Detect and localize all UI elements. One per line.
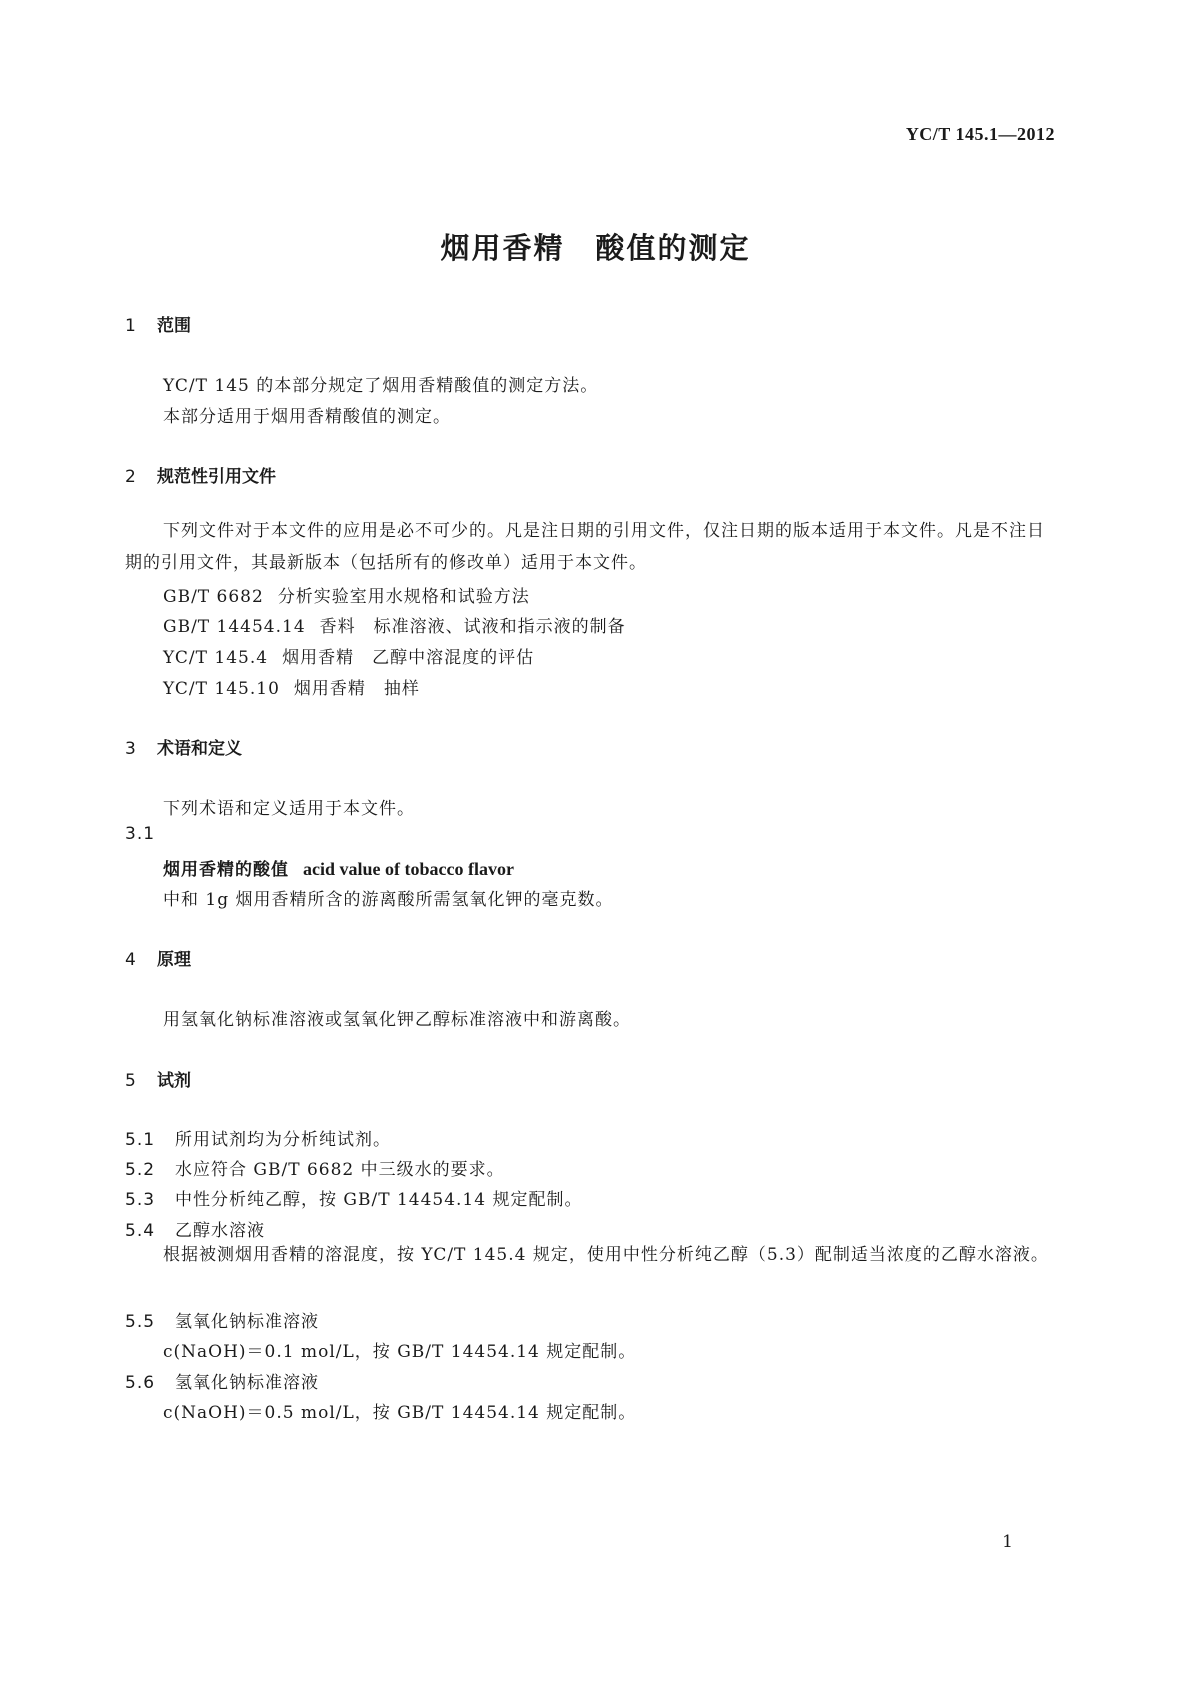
reference-title: 香料 标准溶液、试液和指示液的制备 <box>319 617 626 637</box>
clause-item <box>125 1307 319 1332</box>
clause-detail: c(NaOH)＝0.1 mol/L，按 GB/T 14454.14 规定配制。 <box>163 1342 637 1362</box>
section-2-heading <box>125 462 276 487</box>
term-english: acid value of tobacco flavor <box>303 859 514 879</box>
reference-title: 烟用香精 乙醇中溶混度的评估 <box>282 648 535 668</box>
document-code: YC/T 145.1—2012 <box>905 124 1055 144</box>
reference-code: GB/T 14454.14 <box>163 617 306 637</box>
paragraph: 本部分适用于烟用香精酸值的测定。 <box>163 407 451 427</box>
clause-text: 氢氧化钠标准溶液 <box>175 1312 319 1332</box>
section-3-heading <box>125 734 242 759</box>
section-number: 3 <box>125 739 136 759</box>
section-title: 试剂 <box>157 1071 191 1091</box>
subsection-number: 3.1 <box>125 824 156 844</box>
paragraph: 用氢氧化钠标准溶液或氢氧化钾乙醇标准溶液中和游离酸。 <box>163 1010 631 1030</box>
section-title: 原理 <box>157 950 191 970</box>
clause-item <box>125 1185 582 1210</box>
section-5-heading <box>125 1066 191 1091</box>
reference-item <box>163 612 626 637</box>
section-title: 范围 <box>157 316 191 336</box>
paragraph: YC/T 145 的本部分规定了烟用香精酸值的测定方法。 <box>163 376 599 396</box>
clause-number: 5.6 <box>125 1373 156 1393</box>
section-1-heading <box>125 311 191 336</box>
reference-code: GB/T 6682 <box>163 587 264 607</box>
clause-item <box>125 1368 319 1393</box>
section-number: 2 <box>125 467 136 487</box>
clause-item <box>125 1216 265 1241</box>
paragraph: 下列文件对于本文件的应用是必不可少的。凡是注日期的引用文件，仅注日期的版本适用于本文件。凡是不注日期的引用文件，其最新版本（包括所有的修改单）适用于本文件。 <box>125 521 1045 573</box>
clause-detail: c(NaOH)＝0.5 mol/L，按 GB/T 14454.14 规定配制。 <box>163 1403 637 1423</box>
reference-title: 烟用香精 抽样 <box>293 679 420 699</box>
clause-text: 中性分析纯乙醇，按 GB/T 14454.14 规定配制。 <box>175 1190 583 1210</box>
page-title: 烟用香精 酸值的测定 <box>440 231 751 265</box>
clause-number: 5.1 <box>125 1130 156 1150</box>
page-number: 1 <box>1002 1532 1013 1552</box>
clause-number: 5.3 <box>125 1190 156 1210</box>
clause-text: 所用试剂均为分析纯试剂。 <box>175 1130 391 1150</box>
section-4-heading <box>125 945 191 970</box>
reference-code: YC/T 145.10 <box>163 679 280 699</box>
clause-text: 氢氧化钠标准溶液 <box>175 1373 319 1393</box>
section-number: 1 <box>125 316 136 336</box>
clause-item <box>125 1125 391 1150</box>
section-number: 4 <box>125 950 136 970</box>
section-title: 规范性引用文件 <box>157 467 276 487</box>
clause-item <box>125 1155 505 1180</box>
clause-number: 5.5 <box>125 1312 156 1332</box>
reference-code: YC/T 145.4 <box>163 648 269 668</box>
clause-text: 乙醇水溶液 <box>175 1221 265 1241</box>
term-chinese: 烟用香精的酸值 <box>163 860 289 880</box>
clause-number: 5.2 <box>125 1160 156 1180</box>
paragraph: 下列术语和定义适用于本文件。 <box>163 799 415 819</box>
clause-detail: 根据被测烟用香精的溶混度，按 YC/T 145.4 规定，使用中性分析纯乙醇（5.3）配制适当浓度的乙醇水溶液。 <box>163 1245 1049 1265</box>
term-entry <box>163 855 514 880</box>
section-title: 术语和定义 <box>157 739 242 759</box>
reference-item <box>163 674 420 699</box>
term-definition: 中和 1g 烟用香精所含的游离酸所需氢氧化钾的毫克数。 <box>163 890 614 910</box>
reference-title: 分析实验室用水规格和试验方法 <box>277 587 530 607</box>
reference-item <box>163 643 534 668</box>
section-number: 5 <box>125 1071 136 1091</box>
reference-item <box>163 582 530 607</box>
clause-number: 5.4 <box>125 1221 156 1241</box>
clause-text: 水应符合 GB/T 6682 中三级水的要求。 <box>175 1160 505 1180</box>
